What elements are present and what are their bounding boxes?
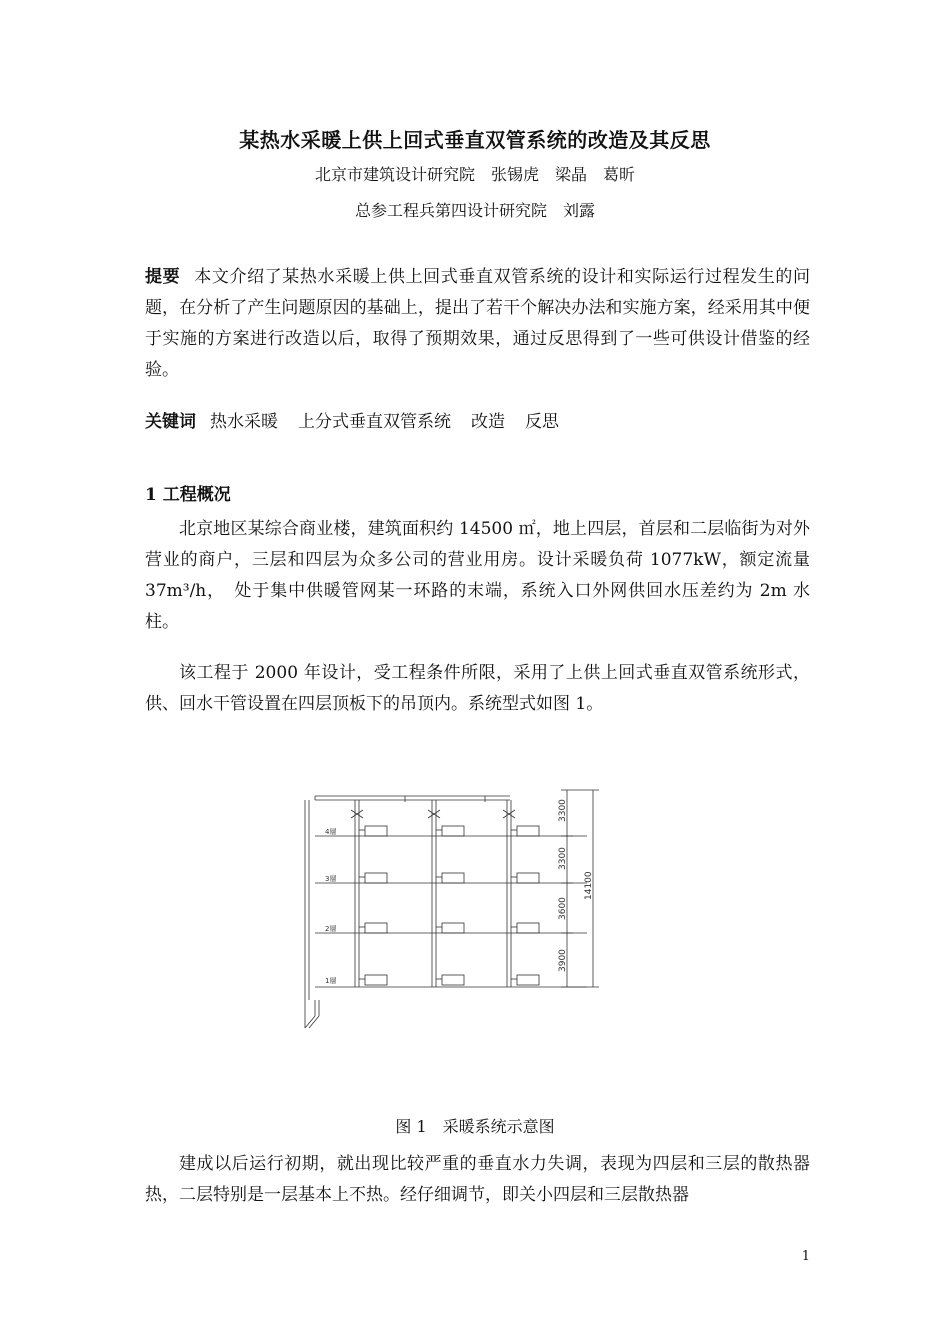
figure-caption: 图 1 采暖系统示意图 xyxy=(395,1117,555,1136)
paragraph-design: 该工程于 2000 年设计，受工程条件所限，采用了上供上回式垂直双管系统形式，供、回水干管设置在四层顶板下的吊顶内。系统型式如图 1。 xyxy=(145,663,810,714)
keyword: 改造 xyxy=(471,412,505,432)
author-line-1: 北京市建筑设计研究院 张锡虎 梁晶 葛昕 xyxy=(314,165,635,184)
dimension-label: 3300 xyxy=(558,847,568,870)
dimension-label: 3600 xyxy=(558,897,568,920)
paragraph-overview: 北京地区某综合商业楼，建筑面积约 14500 ㎡，地上四层，首层和二层临街为对外营业的商户，三层和四层为众多公司的营业用房。设计采暖负荷 1077kW，额定流量 37m³/h， 处于集中供暖管网某一环路的末端，系统入口外网供回水压差约为 2m 水柱。 xyxy=(145,519,810,632)
paper-title: 某热水采暖上供上回式垂直双管系统的改造及其反思 xyxy=(239,128,711,152)
heating-system-diagram xyxy=(295,770,615,1040)
dimension-label: 3300 xyxy=(558,799,568,822)
keywords-label: 关键词 xyxy=(145,412,196,432)
keyword: 反思 xyxy=(525,412,559,432)
author-line-2: 总参工程兵第四设计研究院 刘露 xyxy=(354,201,595,220)
floor-label: 4層 xyxy=(325,828,337,836)
dimension-label: 3900 xyxy=(558,949,568,972)
abstract xyxy=(145,262,810,386)
keyword: 上分式垂直双管系统 xyxy=(298,412,451,432)
keyword: 热水采暖 xyxy=(210,412,278,432)
total-dimension-label: 14100 xyxy=(584,871,594,900)
abstract-label: 提要 xyxy=(145,267,181,287)
page-number: 1 xyxy=(801,1249,810,1264)
floor-label: 1層 xyxy=(325,977,337,985)
paragraph-operation: 建成以后运行初期，就出现比较严重的垂直水力失调，表现为四层和三层的散热器热，二层特别是一层基本上不热。经仔细调节，即关小四层和三层散热器 xyxy=(145,1154,810,1205)
floor-label: 2層 xyxy=(325,925,337,933)
abstract-text: 本文介绍了某热水采暖上供上回式垂直双管系统的设计和实际运行过程发生的问题，在分析了产生问题原因的基础上，提出了若干个解决办法和实施方案，经采用其中便于实施的方案进行改造以后，取得了预期效果，通过反思得到了一些可供设计借鉴的经验。 xyxy=(145,267,811,380)
section-heading: 1 工程概况 xyxy=(145,485,231,505)
keywords xyxy=(145,407,810,438)
floor-label: 3層 xyxy=(325,875,337,883)
